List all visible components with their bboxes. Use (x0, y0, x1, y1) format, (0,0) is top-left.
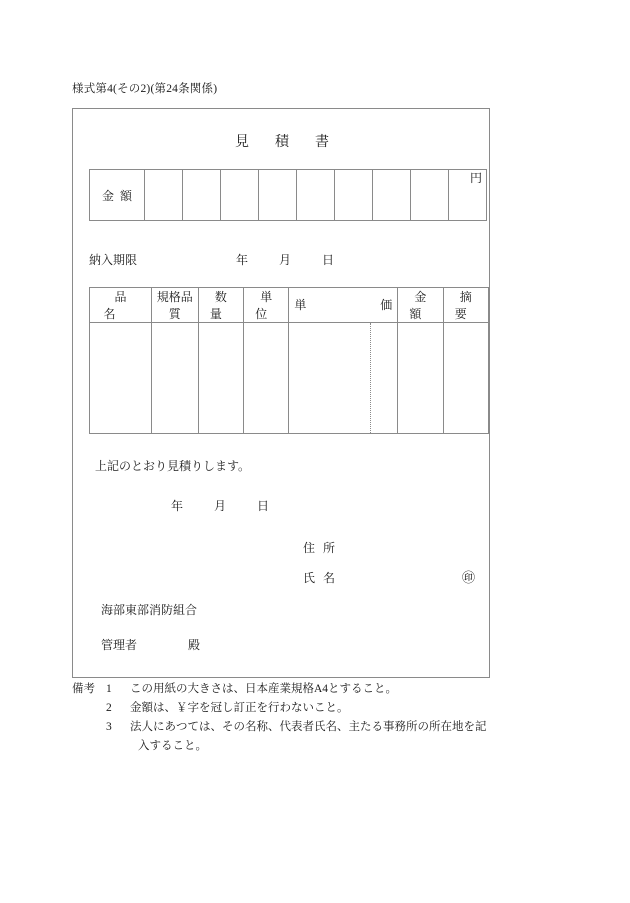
amount-digit-cell[interactable] (335, 170, 373, 221)
column-header-suryo: 数量 (198, 288, 243, 323)
form-number: 様式第4(その2)(第24条関係) (72, 83, 218, 95)
table-row (90, 323, 489, 434)
amount-table (89, 169, 487, 221)
cell-tanka[interactable] (289, 323, 398, 434)
amount-label-cell: 金額 (90, 170, 145, 221)
amount-digit-cell[interactable] (411, 170, 449, 221)
address-label: 住所 (303, 541, 344, 555)
items-header-row (90, 288, 489, 323)
tanka-right-char: 価 (380, 297, 393, 312)
statement-date-row[interactable] (171, 497, 269, 514)
items-table (89, 287, 489, 434)
items-table-head (90, 288, 489, 323)
tanka-left-char: 単 (294, 297, 307, 312)
cell-kikaku[interactable] (151, 323, 198, 434)
column-header-hinmei: 品名 (90, 288, 152, 323)
remark-text: この用紙の大きさは、日本産業規格A4とすること。 (130, 683, 398, 695)
amount-digit-cell[interactable] (259, 170, 297, 221)
remark-text: 金額は、￥字を冠し訂正を行わないこと。 (130, 702, 349, 714)
remark-item (72, 699, 522, 718)
remark-text: 法人にあつては、その名称、代表者氏名、主たる事務所の所在地を記 (130, 721, 487, 733)
name-line[interactable] (303, 563, 475, 593)
delivery-deadline-label: 納入期限 (89, 253, 138, 267)
column-header-kingaku: 金額 (398, 288, 443, 323)
seal-icon: ㊞ (461, 570, 475, 585)
manager-honorific: 殿 (188, 638, 201, 652)
delivery-deadline-row (89, 251, 475, 268)
delivery-deadline-date[interactable] (236, 251, 334, 268)
cell-kingaku[interactable] (398, 323, 443, 434)
statement-text: 上記のとおり見積りします。 (95, 459, 251, 473)
amount-digit-cell[interactable] (297, 170, 335, 221)
organization-manager (101, 636, 200, 653)
deadline-month-label: 月 (279, 253, 292, 267)
column-header-kikaku: 規格品質 (151, 288, 198, 323)
amount-digit-cell[interactable] (145, 170, 183, 221)
form-frame (72, 108, 490, 678)
statement-day-label: 日 (257, 499, 270, 513)
yen-unit-label: 円 (469, 171, 482, 185)
cell-hinmei[interactable] (90, 323, 152, 434)
statement-year-label: 年 (171, 499, 184, 513)
amount-row (90, 170, 487, 221)
address-line[interactable] (303, 533, 475, 563)
cell-tani[interactable] (244, 323, 289, 434)
cell-suryo[interactable] (198, 323, 243, 434)
name-label: 氏名 (303, 571, 344, 585)
remark-number: 3 (106, 721, 112, 733)
deadline-year-label: 年 (236, 253, 249, 267)
cell-tekiyo[interactable] (443, 323, 488, 434)
remarks-section (72, 680, 522, 756)
remark-item (72, 680, 522, 699)
page-title: 見積書 (235, 135, 355, 150)
items-table-body (90, 323, 489, 434)
tanka-dotted-divider (370, 323, 371, 433)
manager-title: 管理者 (101, 638, 138, 652)
organization-name: 海部東部消防組合 (101, 603, 198, 617)
remark-text-continuation: 入すること。 (138, 740, 207, 752)
amount-digit-cell[interactable] (183, 170, 221, 221)
column-header-tanka (289, 288, 398, 323)
column-header-tani: 単位 (244, 288, 289, 323)
signature-block (303, 533, 475, 593)
amount-digit-cell-yen[interactable] (449, 170, 487, 221)
deadline-day-label: 日 (322, 253, 335, 267)
column-header-tekiyo: 摘要 (443, 288, 488, 323)
organization-block (101, 601, 200, 653)
remark-number: 1 (106, 683, 112, 695)
statement-month-label: 月 (214, 499, 227, 513)
remark-item (72, 718, 522, 737)
remarks-heading: 備考 (72, 683, 95, 695)
amount-digit-cell[interactable] (373, 170, 411, 221)
amount-digit-cell[interactable] (221, 170, 259, 221)
remark-number: 2 (106, 702, 112, 714)
